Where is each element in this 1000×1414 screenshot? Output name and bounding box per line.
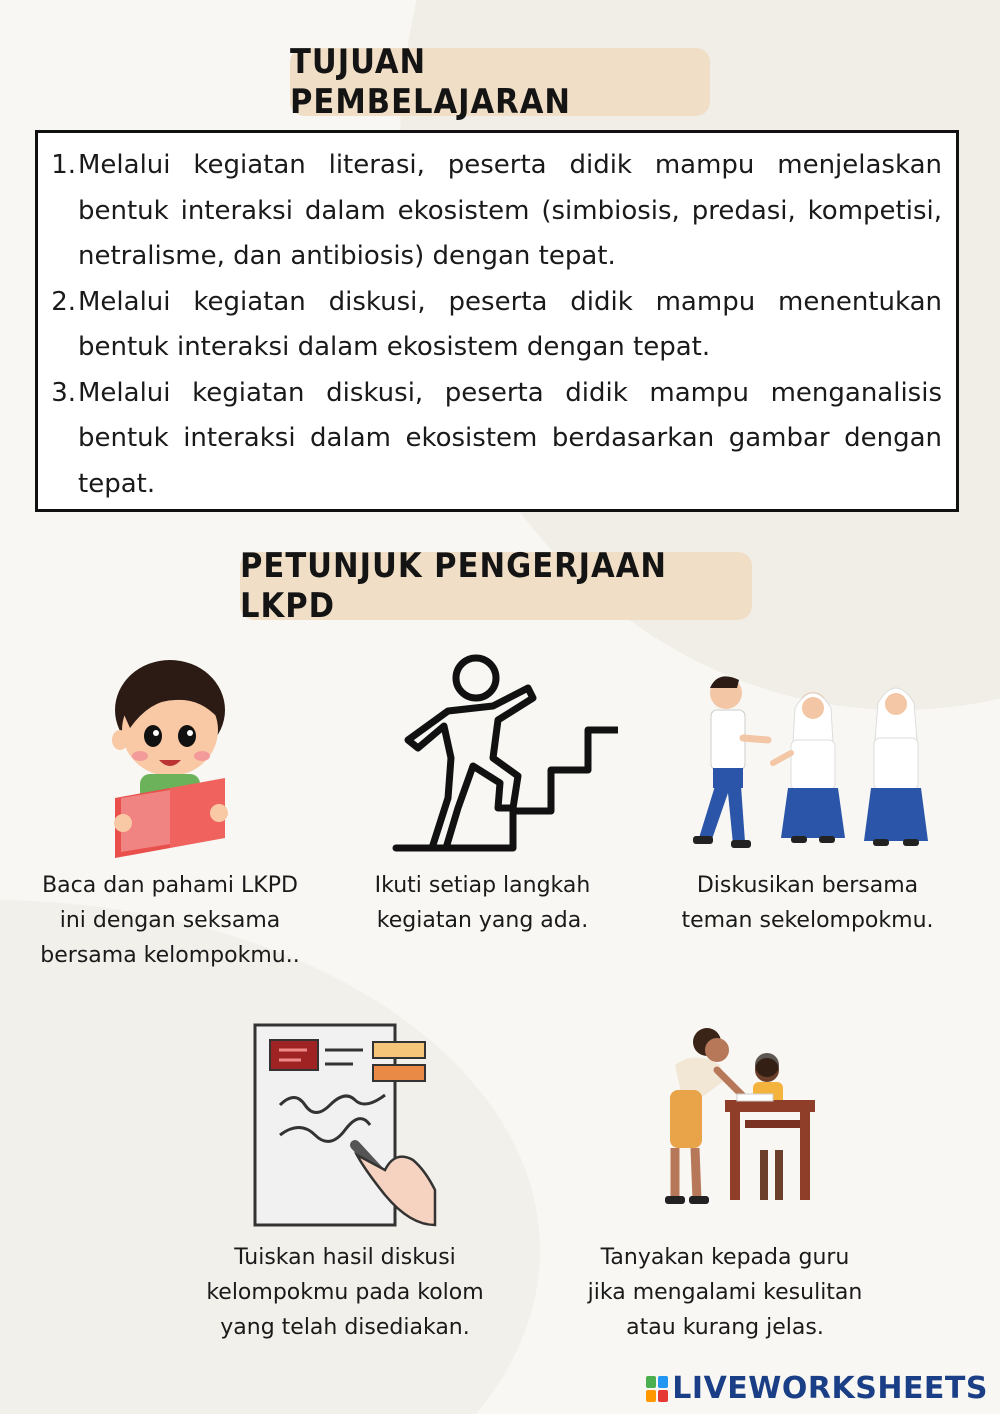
step-caption: [190, 1240, 500, 1345]
caption-line: atau kurang jelas.: [626, 1315, 824, 1340]
objective-text: Melalui kegiatan literasi, peserta didik mampu menjelaskan bentuk interaksi dalam ekosistem (simbiosis, predasi, kompetisi, netralisme, dan antibiosis) dengan tepat.: [78, 150, 942, 271]
objective-item: [46, 371, 942, 508]
caption-line: bersama kelompokmu..: [40, 943, 300, 968]
caption-line: Diskusikan bersama: [696, 873, 919, 898]
section-title-instructions: PETUNJUK PENGERJAAN LKPD: [240, 552, 752, 620]
objective-number: 3.: [51, 377, 76, 408]
objectives-list: [46, 143, 942, 507]
objectives-box: [35, 130, 959, 512]
step-caption: [345, 868, 620, 938]
brand-logo: [646, 1371, 988, 1406]
step-ask: [565, 1020, 885, 1345]
teacher-helping-student-icon: [625, 1020, 825, 1230]
caption-line: ini dengan seksama: [59, 908, 281, 933]
students-discussing-icon: [673, 648, 943, 858]
boy-reading-book-icon: [85, 648, 255, 858]
objective-number: 2.: [51, 286, 76, 317]
caption-line: kelompokmu pada kolom: [206, 1280, 484, 1305]
caption-line: Tanyakan kepada guru: [600, 1245, 850, 1270]
caption-line: yang telah disediakan.: [220, 1315, 470, 1340]
objective-text: Melalui kegiatan diskusi, peserta didik mampu menentukan bentuk interaksi dalam ekosistem dengan tepat.: [78, 286, 942, 362]
caption-line: Baca dan pahami LKPD: [42, 873, 298, 898]
step-write: [190, 1020, 500, 1345]
objective-item: [46, 280, 942, 371]
hand-writing-icon: [245, 1020, 445, 1230]
caption-line: teman sekelompokmu.: [681, 908, 934, 933]
step-read: [20, 648, 320, 973]
step-discuss: [665, 648, 950, 938]
climbing-stairs-icon: [348, 648, 618, 858]
caption-line: kegiatan yang ada.: [376, 908, 589, 933]
objective-number: 1.: [51, 150, 76, 180]
step-caption: [565, 1240, 885, 1345]
liveworksheets-logo-icon: [646, 1376, 668, 1402]
caption-line: Ikuti setiap langkah: [374, 873, 591, 898]
caption-line: Tuiskan hasil diskusi: [234, 1245, 456, 1270]
section-title-objectives: TUJUAN PEMBELAJARAN: [290, 48, 710, 116]
caption-line: jika mengalami kesulitan: [587, 1280, 863, 1305]
brand-name: LIVEWORKSHEETS: [672, 1371, 988, 1406]
objective-text: Melalui kegiatan diskusi, peserta didik mampu menganalisis bentuk interaksi dalam ekosistem berdasarkan gambar dengan tepat.: [78, 377, 942, 499]
step-caption: [20, 868, 320, 973]
objective-item: [46, 143, 942, 280]
step-caption: [665, 868, 950, 938]
step-follow: [345, 648, 620, 938]
